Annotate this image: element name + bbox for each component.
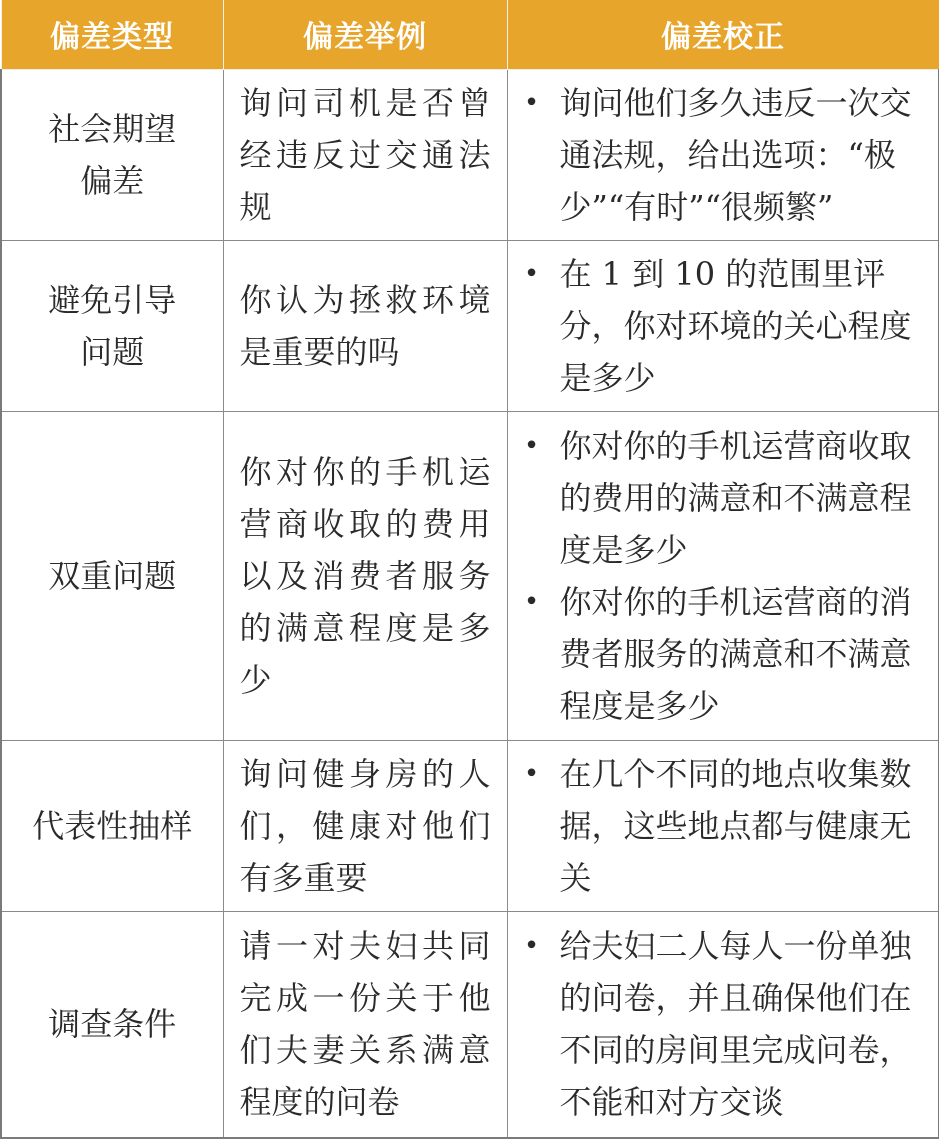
bias-example-text: 询问健身房的人们，健康对他们有多重要	[239, 754, 491, 897]
bias-type-label: 避免引导	[48, 280, 177, 319]
bias-correction-cell	[507, 411, 939, 740]
bullet-icon: •	[523, 258, 540, 289]
table-header	[1, 0, 939, 69]
correction-item	[518, 420, 927, 576]
bias-example-text: 你对你的手机运营商收取的费用以及消费者服务的满意程度是多少	[239, 452, 491, 699]
bias-example-text: 询问司机是否曾经违反过交通法规	[239, 83, 491, 226]
table-row	[1, 740, 939, 911]
bullet-icon: •	[523, 931, 540, 962]
bias-example-cell	[223, 240, 507, 411]
bias-example-text: 你认为拯救环境是重要的吗	[239, 280, 491, 371]
correction-item	[518, 748, 927, 904]
correction-item	[518, 77, 927, 233]
bullet-icon: •	[523, 87, 540, 118]
bias-type-label: 双重问题	[48, 556, 177, 595]
correction-text: 给夫妇二人每人一份单独的问卷，并且确保他们在不同的房间里完成问卷，不能和对方交谈	[559, 927, 912, 1122]
bias-type-label: 调查条件	[48, 1005, 177, 1044]
bias-correction-cell	[507, 911, 939, 1138]
bias-example-cell	[223, 740, 507, 911]
bias-type-label-cont: 偏差	[80, 161, 145, 200]
correction-list	[518, 77, 927, 233]
bullet-icon: •	[523, 430, 540, 461]
bias-type-cell	[1, 911, 223, 1138]
correction-list	[518, 920, 927, 1128]
bias-example-cell	[223, 69, 507, 240]
bias-correction-cell	[507, 740, 939, 911]
bias-example-cell	[223, 911, 507, 1138]
correction-list	[518, 420, 927, 732]
bias-type-cell	[1, 240, 223, 411]
bias-example-cell	[223, 411, 507, 740]
header-bias-correction: 偏差校正	[507, 0, 939, 69]
correction-item	[518, 576, 927, 732]
correction-text: 你对你的手机运营商的消费者服务的满意和不满意程度是多少	[559, 582, 912, 725]
bias-correction-cell	[507, 240, 939, 411]
bias-type-label: 代表性抽样	[32, 806, 193, 845]
correction-text: 你对你的手机运营商收取的费用的满意和不满意程度是多少	[559, 426, 912, 569]
bullet-icon: •	[523, 586, 540, 617]
correction-list	[518, 248, 927, 404]
bias-type-cell	[1, 69, 223, 240]
bias-example-text: 请一对夫妇共同完成一份关于他们夫妻关系满意程度的问卷	[239, 927, 491, 1122]
bias-type-label: 社会期望	[48, 109, 177, 148]
correction-text: 在几个不同的地点收集数据，这些地点都与健康无关	[559, 754, 912, 897]
table-row	[1, 69, 939, 240]
table-row	[1, 911, 939, 1138]
bias-type-cell	[1, 411, 223, 740]
correction-text: 在 1 到 10 的范围里评分，你对环境的关心程度是多少	[559, 254, 912, 397]
bias-correction-cell	[507, 69, 939, 240]
bias-type-cell	[1, 740, 223, 911]
header-bias-type: 偏差类型	[1, 0, 223, 69]
table-row	[1, 240, 939, 411]
correction-item	[518, 920, 927, 1128]
correction-item	[518, 248, 927, 404]
header-bias-example: 偏差举例	[223, 0, 507, 69]
correction-list	[518, 748, 927, 904]
bullet-icon: •	[523, 758, 540, 789]
bias-type-label-cont: 问题	[80, 332, 145, 371]
correction-text: 询问他们多久违反一次交通法规，给出选项：“极少”“有时”“很频繁”	[559, 83, 912, 226]
table-row	[1, 411, 939, 740]
